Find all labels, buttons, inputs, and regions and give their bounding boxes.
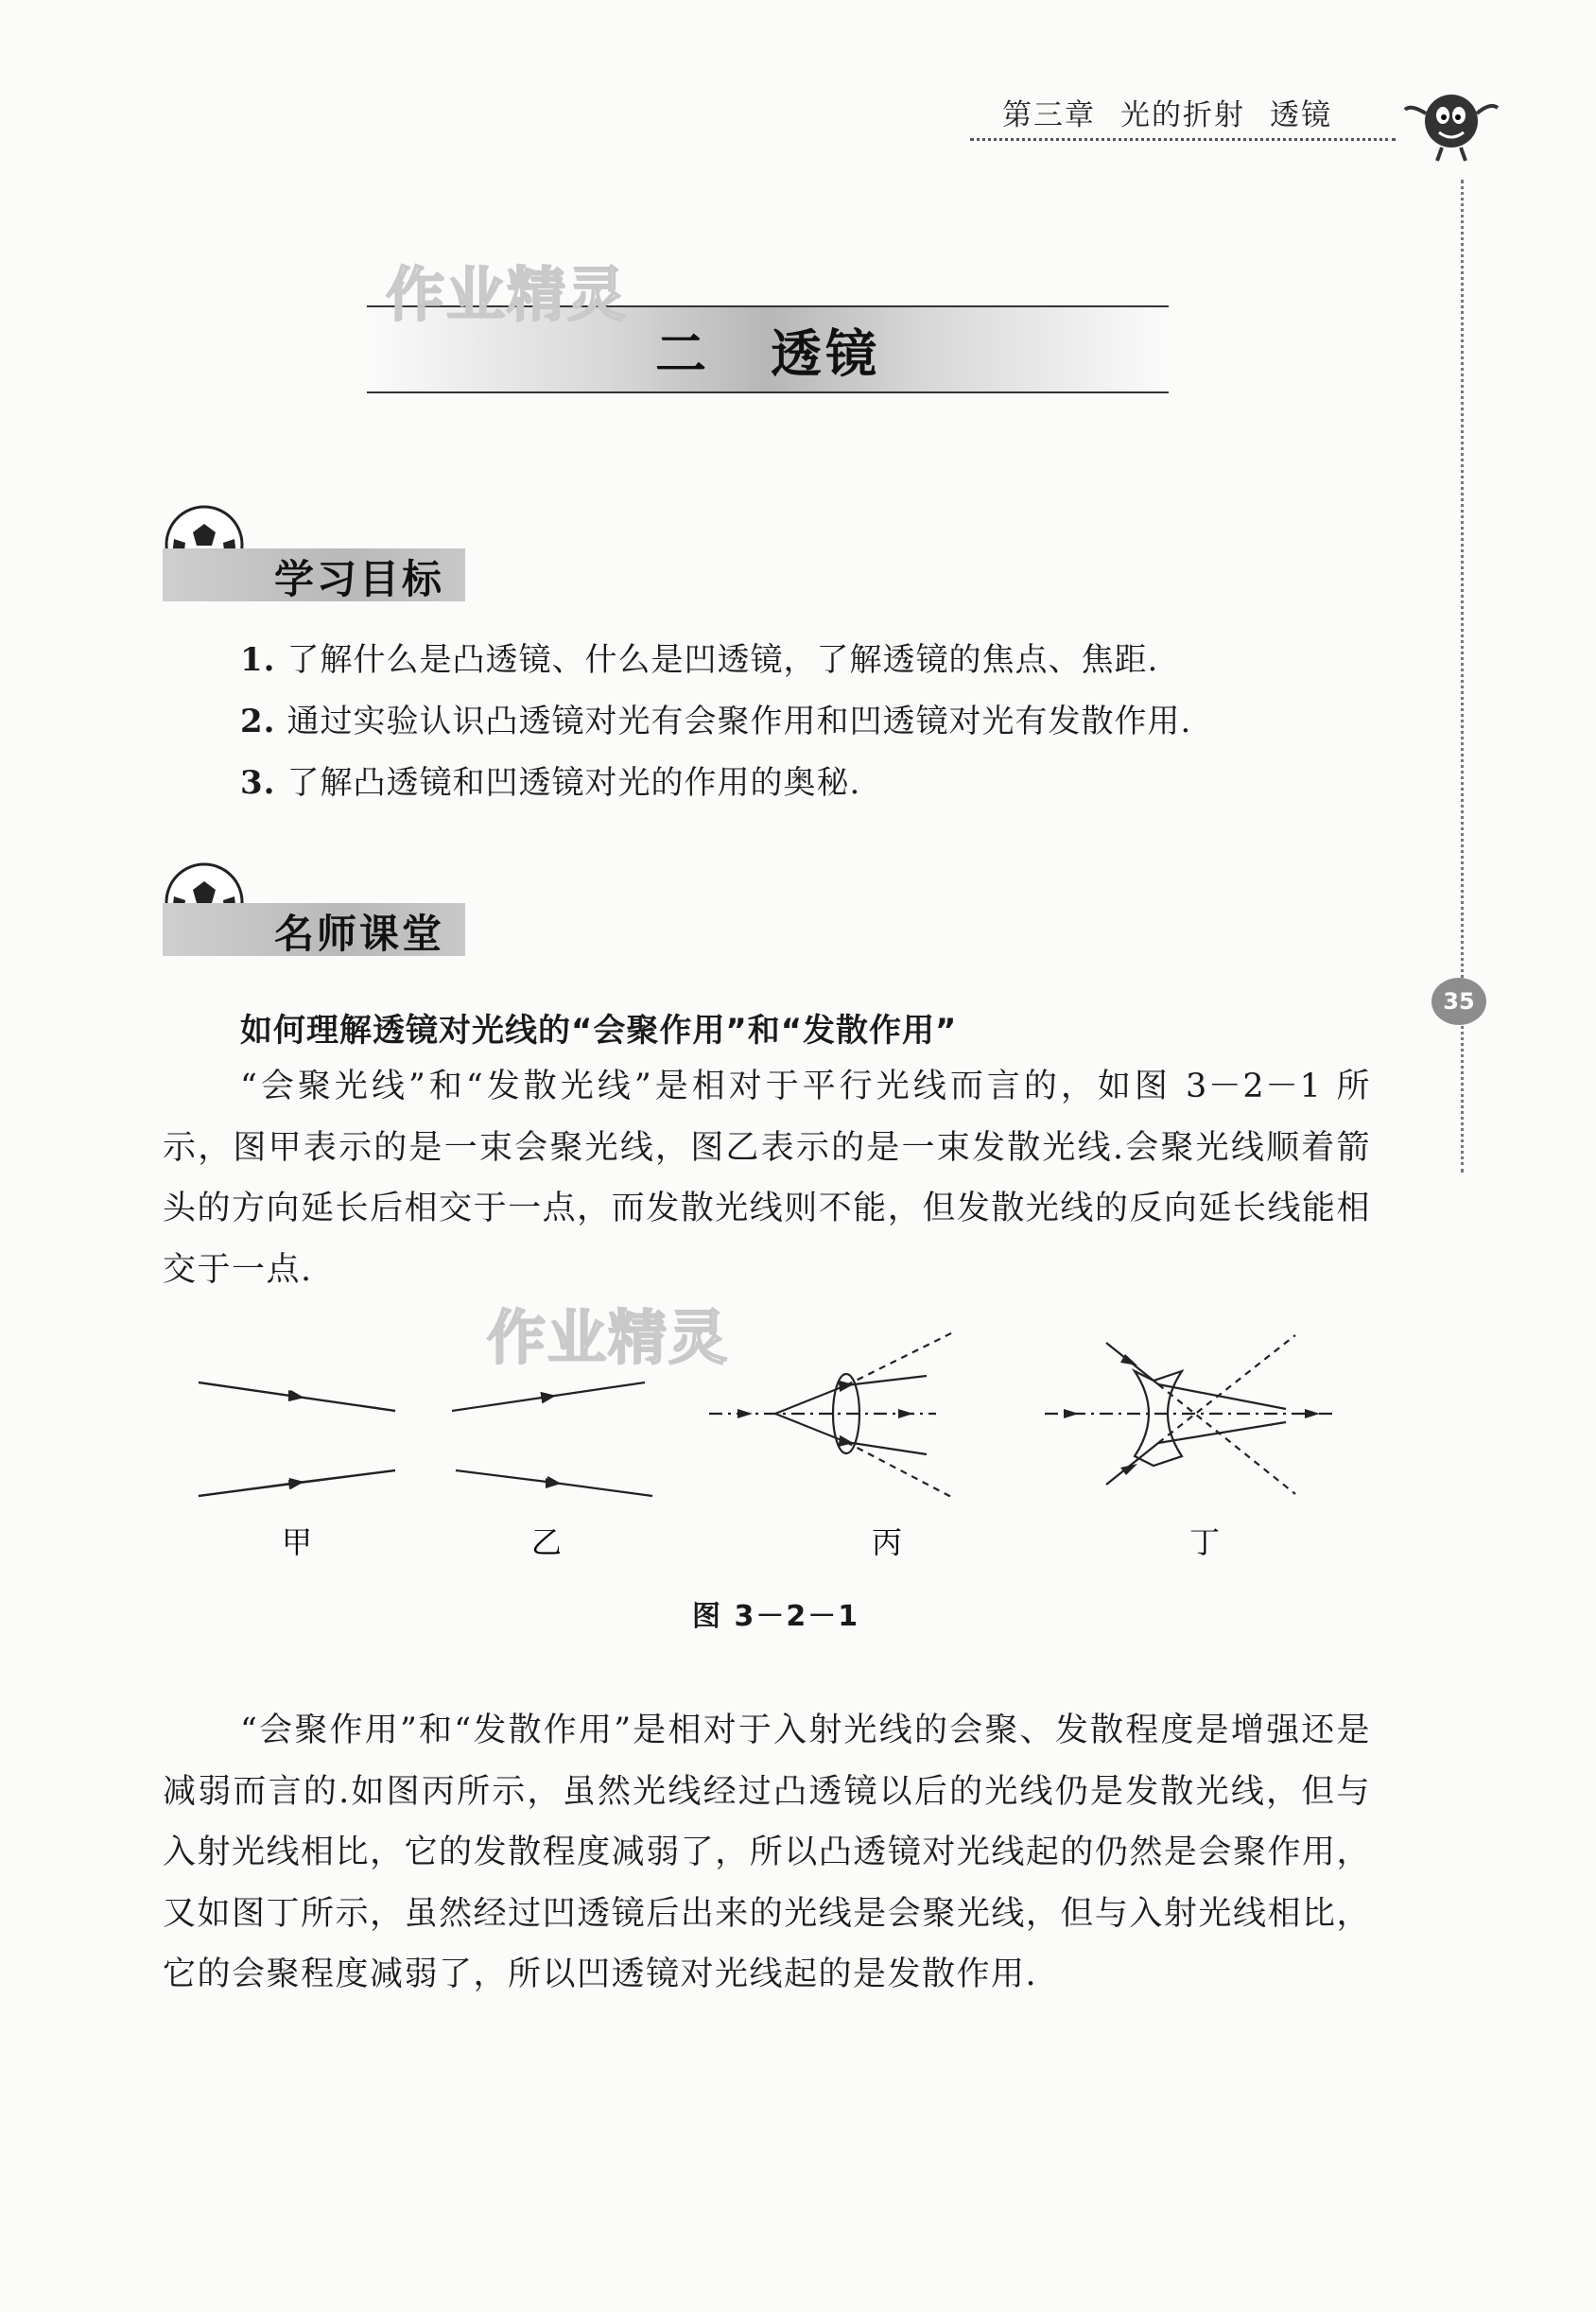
objectives-title: 学习目标 [274, 556, 445, 602]
figure-caption: 图 3－2－1 [692, 1600, 860, 1633]
figure-label-ding: 丁 [1189, 1524, 1221, 1560]
mascot-icon [1399, 76, 1503, 165]
objective-item: 2. 通过实验认识凸透镜对光有会聚作用和凹透镜对光有发散作用. [240, 703, 1192, 740]
lesson-subheading: 如何理解透镜对光线的“会聚作用”和“发散作用” [240, 1012, 958, 1050]
topic-label-2: 透镜 [1270, 98, 1332, 132]
figure-3-2-1 [189, 1305, 1362, 1560]
paragraph-1: “会聚光线”和“发散光线”是相对于平行光线而言的，如图 3－2－1 所示，图甲表示的是一束会聚光线，图乙表示的是一束发散光线.会聚光线顺着箭头的方向延长后相交于一点，而发散光线则不能，但发散光线的反向延长线能相交于一点. [163, 1068, 1371, 1289]
figure-label-bing: 丙 [872, 1524, 903, 1560]
objective-item: 1. 了解什么是凸透镜、什么是凹透镜，了解透镜的焦点、焦距. [240, 641, 1159, 679]
watermark: 作业精灵 [386, 260, 629, 329]
section-title-text: 透镜 [771, 323, 880, 384]
objective-item: 3. 了解凸透镜和凹透镜对光的作用的奥秘. [240, 764, 861, 802]
page-number: 35 [1431, 978, 1486, 1025]
section-number: 二 [655, 323, 710, 384]
figure-label-jia: 甲 [282, 1524, 313, 1560]
watermark: 作业精灵 [487, 1303, 730, 1372]
paragraph-2: “会聚作用”和“发散作用”是相对于入射光线的会聚、发散程度是增强还是减弱而言的.如图丙所示，虽然光线经过凸透镜以后的光线仍是发散光线，但与入射光线相比，它的发散程度减弱了，所以凸透镜对光线起的仍然是会聚作用，又如图丁所示，虽然经过凹透镜后出来的光线是会聚光线，但与入射光线相比，它的会聚程度减弱了，所以凹透镜对光线起的是发散作用. [163, 1712, 1371, 1993]
topic-label-1: 光的折射 [1120, 98, 1245, 132]
figure-label-yi: 乙 [531, 1524, 563, 1560]
header-dotted-rule [970, 138, 1396, 141]
chapter-label: 第三章 [1002, 98, 1096, 132]
running-header [1002, 91, 1357, 133]
lesson-title: 名师课堂 [274, 911, 445, 957]
